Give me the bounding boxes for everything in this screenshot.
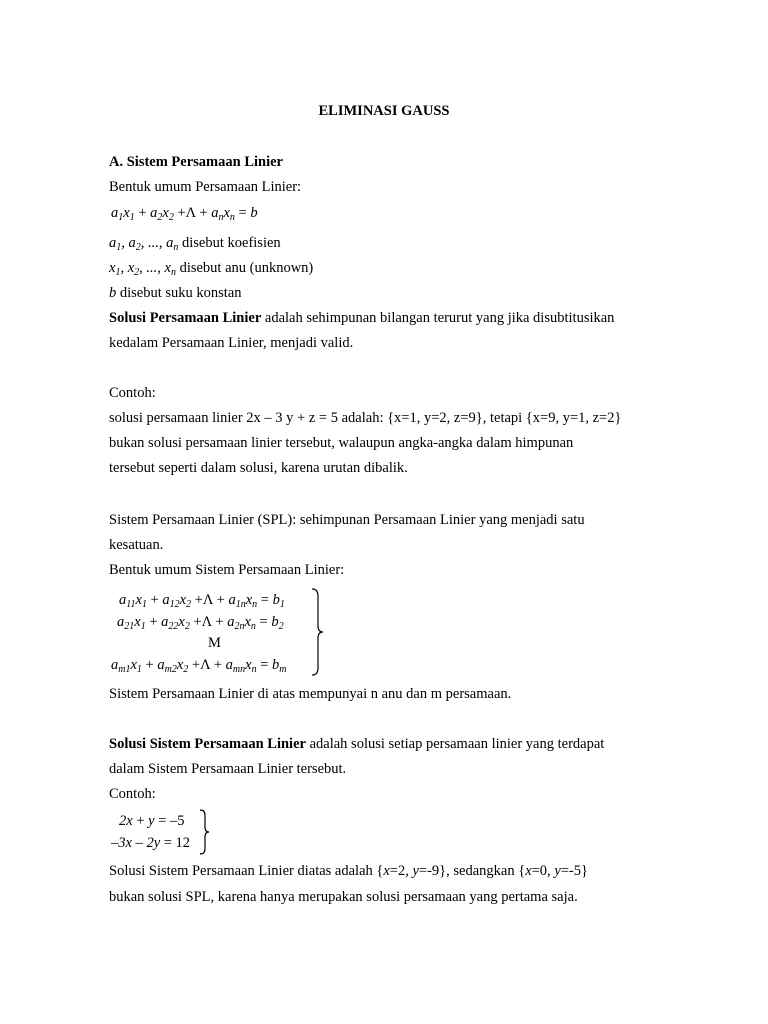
spl-note: Sistem Persamaan Linier di atas mempunyai n anu dan m persamaan.: [109, 686, 512, 702]
system-row-1: $a_{11}x_1 + a_{12}x_2 +\Lambda + a_{1n}x_n = b_1$: [119, 592, 285, 610]
spl-definition: Sistem Persamaan Linier (SPL): sehimpunan Persamaan Linier yang menjadi satu: [109, 512, 585, 528]
example2-label: Contoh:: [109, 786, 156, 802]
solution-definition-cont: kedalam Persamaan Linier, menjadi valid.: [109, 335, 354, 351]
spl-definition-cont: kesatuan.: [109, 537, 164, 553]
coefficient-note: $a_1$, $a_2$, ..., $a_n$ disebut koefisien: [109, 235, 281, 253]
unknown-note: $x_1$, $x_2$, ..., $x_n$ disebut anu (unknown): [109, 260, 314, 278]
final-statement-cont: bukan solusi SPL, karena hanya merupakan solusi persamaan yang pertama saja.: [109, 889, 578, 905]
section-heading: A. Sistem Persamaan Linier: [109, 154, 283, 170]
system-row-2: $a_{21}x_1 + a_{22}x_2 +\Lambda + a_{2n}x_n = b_2$: [117, 614, 284, 632]
spl-solution-definition: Solusi Sistem Persamaan Linier adalah solusi setiap persamaan linier yang terdapat: [109, 736, 605, 752]
example-label: Contoh:: [109, 385, 156, 401]
example-line-2: bukan solusi persamaan linier tersebut, walaupun angka-angka dalam himpunan: [109, 435, 574, 451]
example-system-eq1: 2x + y = –5: [119, 813, 185, 829]
final-statement: Solusi Sistem Persamaan Linier diatas adalah {x=2, y=-9}, sedangkan {x=0, y=-5}: [109, 863, 588, 879]
example-system-eq2: –3x – 2y = 12: [111, 835, 191, 851]
general-linear-equation: $a_1x_1 + a_2x_2 +\Lambda + a_nx_n = b$: [111, 205, 258, 223]
right-brace: [310, 588, 324, 676]
spl-solution-definition-cont: dalam Sistem Persamaan Linier tersebut.: [109, 761, 347, 777]
system-dots: M: [208, 635, 221, 651]
right-brace-small: [198, 809, 210, 855]
constant-note: b disebut suku konstan: [109, 285, 242, 301]
example-line-3: tersebut seperti dalam solusi, karena urutan dibalik.: [109, 460, 408, 476]
spl-general-label: Bentuk umum Sistem Persamaan Linier:: [109, 562, 345, 578]
system-row-m: $a_{m1}x_1 + a_{m2}x_2 +\Lambda + a_{mn}x_n = b_m$: [111, 657, 287, 675]
example-line-1: solusi persamaan linier 2x – 3 y + z = 5 adalah: {x=1, y=2, z=9}, tetapi {x=9, y=1, z=2}: [109, 410, 622, 426]
general-form-label: Bentuk umum Persamaan Linier:: [109, 179, 302, 195]
solution-definition: Solusi Persamaan Linier adalah sehimpunan bilangan terurut yang jika disubtitusikan: [109, 310, 615, 326]
page-title: ELIMINASI GAUSS: [318, 103, 450, 119]
